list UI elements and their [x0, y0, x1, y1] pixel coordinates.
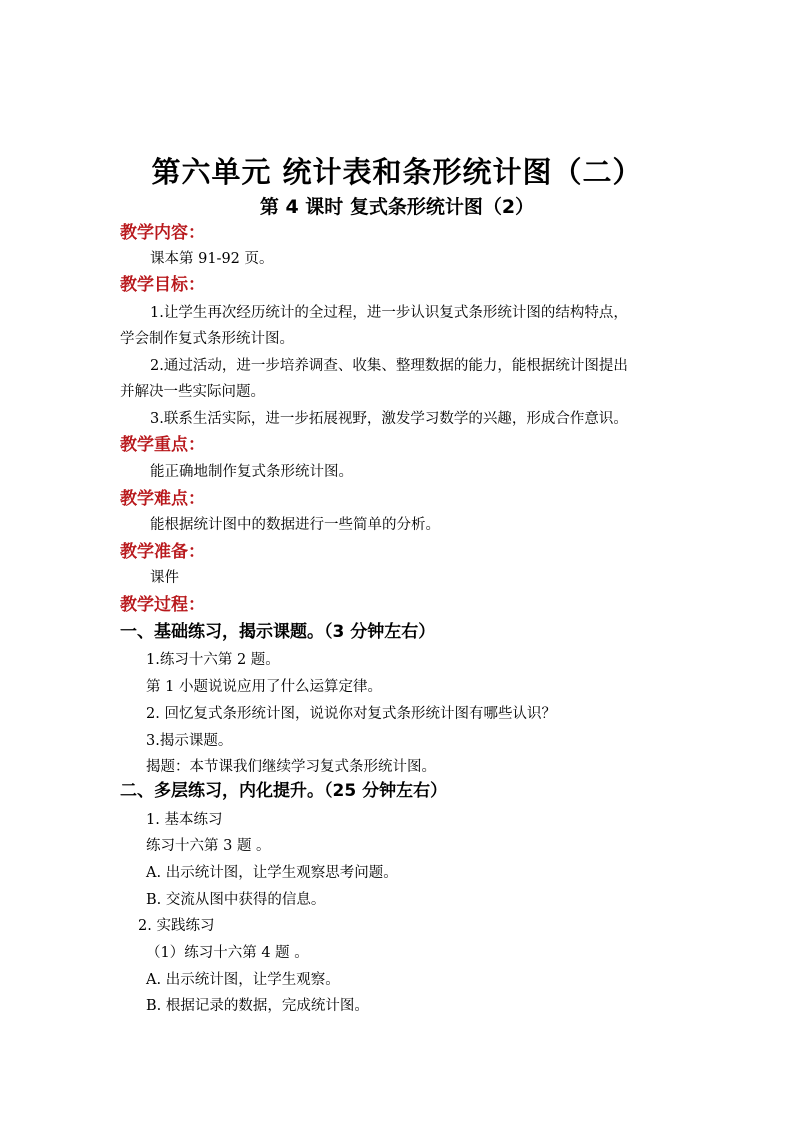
goals-heading: 教学目标：	[120, 275, 205, 295]
section-2-part-2-b: B. 根据记录的数据，完成统计图。	[146, 998, 369, 1014]
section-2-part-2-sub: （1）练习十六第 4 题 。	[146, 945, 309, 961]
section-1-item-3-sub: 揭题：本节课我们继续学习复式条形统计图。	[146, 759, 436, 775]
section-2-part-1: 1. 基本练习	[146, 812, 223, 828]
content-text: 课本第 91-92 页。	[150, 251, 274, 267]
goal-1-line-2: 学会制作复式条形统计图。	[120, 331, 294, 347]
process-heading: 教学过程：	[120, 595, 205, 615]
lesson-subtitle: 第 4 课时 复式条形统计图（2）	[259, 196, 535, 218]
prep-heading: 教学准备：	[120, 542, 205, 562]
goal-1-line-1: 1.让学生再次经历统计的全过程，进一步认识复式条形统计图的结构特点，	[150, 305, 628, 321]
section-2-part-1-a: A. 出示统计图，让学生观察思考问题。	[146, 865, 398, 881]
difficulty-heading: 教学难点：	[120, 489, 205, 509]
section-1-item-3: 3.揭示课题。	[146, 733, 233, 749]
difficulty-text: 能根据统计图中的数据进行一些简单的分析。	[150, 517, 440, 533]
prep-text: 课件	[150, 570, 179, 586]
section-1-item-1-sub: 第 1 小题说说应用了什么运算定律。	[146, 679, 382, 695]
section-2-part-1-sub: 练习十六第 3 题 。	[146, 838, 271, 854]
section-1-item-1: 1.练习十六第 2 题。	[146, 652, 280, 668]
section-2-part-1-b: B. 交流从图中获得的信息。	[146, 892, 326, 908]
key-text: 能正确地制作复式条形统计图。	[150, 464, 353, 480]
unit-title: 第六单元 统计表和条形统计图（二）	[151, 155, 643, 189]
section-1-item-2: 2. 回忆复式条形统计图，说说你对复式条形统计图有哪些认识？	[146, 706, 556, 722]
section-2-part-2: 2. 实践练习	[138, 918, 215, 934]
goal-3: 3.联系生活实际，进一步拓展视野，激发学习数学的兴趣，形成合作意识。	[150, 411, 628, 427]
key-heading: 教学重点：	[120, 435, 205, 455]
section-2-part-2-a: A. 出示统计图，让学生观察。	[146, 972, 340, 988]
section-1-heading: 一、基础练习，揭示课题。（3 分钟左右）	[120, 622, 436, 642]
section-2-heading: 二、多层练习，内化提升。（25 分钟左右）	[120, 781, 448, 801]
content-heading: 教学内容：	[120, 223, 205, 243]
goal-2-line-1: 2.通过活动，进一步培养调查、收集、整理数据的能力，能根据统计图提出	[150, 358, 628, 374]
goal-2-line-2: 并解决一些实际问题。	[120, 384, 265, 400]
